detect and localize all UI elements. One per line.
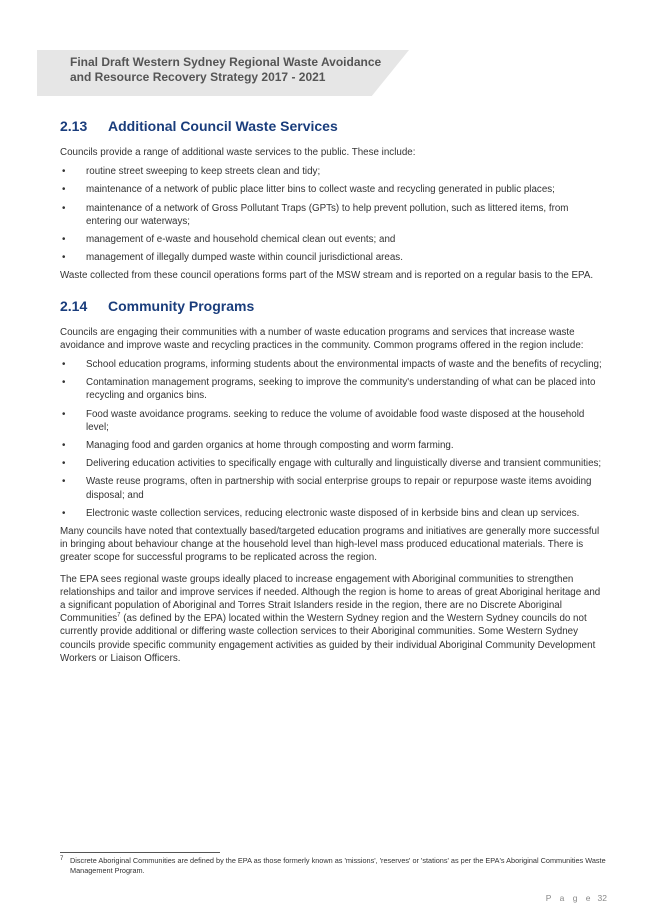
bullet-icon: • — [62, 377, 66, 389]
footnote-reference[interactable]: 7 — [117, 613, 121, 620]
list-item: • management of e-waste and household chemical clean out events; and — [62, 234, 396, 246]
footnote — [60, 856, 610, 876]
list-item: • maintenance of a network of Gross Pollutant Traps (GPTs) to help prevent pollution, such as littered items, from entering our waterways; — [62, 202, 569, 227]
document-title — [70, 55, 400, 84]
bullet-icon: • — [62, 166, 66, 178]
bullet-icon: • — [62, 458, 66, 470]
list-item: • Contamination management programs, seeking to improve the community's understanding of what can be placed into recycling and organics bins. — [62, 377, 596, 402]
bullet-icon: • — [62, 202, 66, 214]
bullet-icon: • — [62, 234, 66, 246]
list-item: • Electronic waste collection services, reducing electronic waste disposed of in kerbside bins and clean up services. — [62, 507, 580, 519]
section-title: Community Programs — [108, 297, 255, 314]
list-item: • Delivering education activities to specifically engage with culturally and linguistically diverse and transient communities; — [62, 458, 602, 470]
list-item: • Waste reuse programs, often in partnership with social enterprise groups to repair or repurpose waste items avoiding disposal; and — [62, 476, 592, 501]
list-item: • School education programs, informing students about the environmental impacts of waste and the benefits of recycling; — [62, 359, 602, 371]
bullet-icon: • — [62, 359, 66, 371]
section-2-14-bullet-list — [60, 358, 604, 520]
bullet-icon: • — [62, 507, 66, 519]
list-item: • routine street sweeping to keep streets clean and tidy; — [62, 166, 321, 178]
bullet-icon: • — [62, 440, 66, 452]
section-2-14-heading — [60, 298, 604, 315]
section-2-13-intro: Councils provide a range of additional waste services to the public. These include: — [60, 147, 416, 158]
section-2-14-paragraph-2: The EPA sees regional waste groups ideally placed to increase engagement with Aboriginal communities to strengthen relationships and tailor and improve services if needed. Although the region is home to areas of great Aboriginal heritage and a significant population of Aboriginal and Torres Strait Islanders reside in the region, there are no Discrete Aboriginal Communities$^7$ (as defined by the EPA) located within the Western Sydney region and the Western Sydney councils do not currently provide additional or differing waste collection services to their Aboriginal communities. Some Western Sydney councils provide specific community engagement activities as guided by their individual Aboriginal Community Development Workers or Liaison Officers. — [60, 573, 601, 664]
page-number-value: 32 — [597, 893, 607, 903]
bullet-icon: • — [62, 476, 66, 488]
section-number: 2.14 — [60, 297, 88, 314]
section-2-13-heading — [60, 118, 604, 135]
list-item: • maintenance of a network of public place litter bins to collect waste and recycling generated in public places; — [62, 184, 555, 196]
document-title-line-2: and Resource Recovery Strategy 2017 - 2021 — [70, 69, 326, 84]
page-label: P a g e — [545, 893, 594, 903]
list-item: • management of illegally dumped waste within council jurisdictional areas. — [62, 252, 403, 264]
section-number: 2.13 — [60, 118, 88, 134]
bullet-icon: • — [62, 408, 66, 420]
list-item: • Food waste avoidance programs. seeking to reduce the volume of avoidable food waste disposed at the household level; — [62, 408, 585, 433]
page-content — [60, 118, 604, 671]
footnote-mark: 7 — [60, 856, 64, 862]
document-title-line-1: Final Draft Western Sydney Regional Waste Avoidance — [70, 55, 382, 69]
section-2-13-closing: Waste collected from these council operations forms part of the MSW stream and is reported on a regular basis to the EPA. — [60, 270, 594, 282]
footnote-text: Discrete Aboriginal Communities are defined by the EPA as those formerly known as 'missions', 'reserves' or 'stations' as per the EPA's Aboriginal Communities Waste Management Program. — [70, 856, 606, 875]
bullet-icon: • — [62, 252, 66, 264]
bullet-icon: • — [62, 184, 66, 196]
section-title: Additional Council Waste Services — [108, 118, 338, 134]
section-2-14-intro: Councils are engaging their communities with a number of waste education programs and services that increase waste avoidance and improve waste and recycling practices in the community. Common programs offered in the region include: — [60, 326, 584, 351]
page-number — [546, 893, 607, 903]
list-item: • Managing food and garden organics at home through composting and worm farming. — [62, 440, 454, 452]
section-2-14-paragraph-1: Many councils have noted that contextually based/targeted education programs and initiatives are generally more successful in bringing about behaviour change at the household level than high-level mass produced educational materials. There is greater scope for successful programs to be replicated across the region. — [60, 526, 600, 564]
section-2-13-bullet-list — [60, 165, 604, 264]
footnote-divider — [60, 852, 220, 853]
